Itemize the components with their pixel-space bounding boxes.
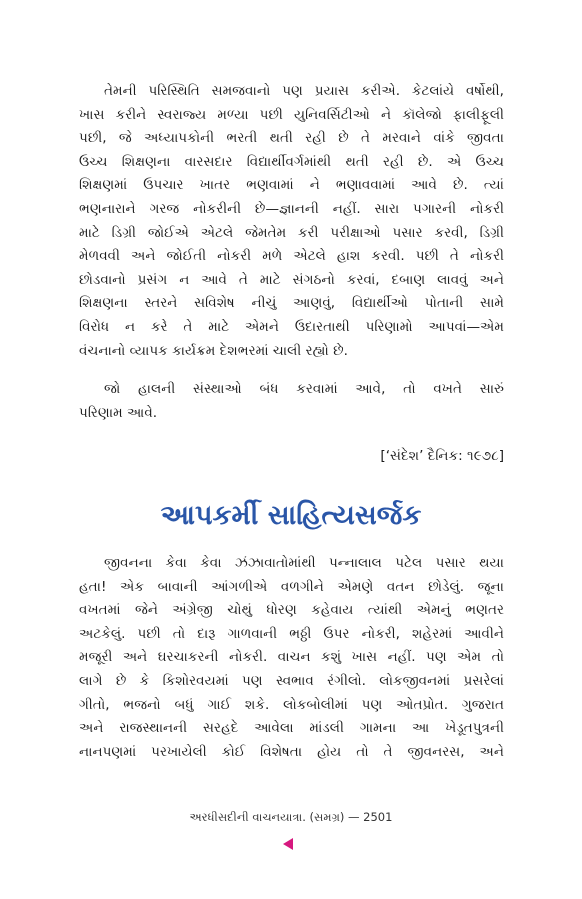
paragraph-3 <box>79 552 504 764</box>
paragraph-line: વંચનાનો વ્યાપક કાર્યક્રમ દેશભરમાં ચાલી રહ્યો છે. <box>79 342 348 359</box>
section-heading: આપકર્મી સાહિત્યસર્જક <box>160 500 422 531</box>
paragraph-line: નાનપણમાં પરખાયેલી કોઈ વિશેષતા હોય તો તે જીવનરસ, અને <box>79 743 504 760</box>
paragraph-line: માટે ડિગ્રી જોઈએ એટલે જેમતેમ કરી પરીક્ષાઓ પસાર કરવી, ડિગ્રી <box>79 224 504 241</box>
paragraph-line: વખતમાં જેને અંગ્રેજી ચોથું ધોરણ કહેવાય ત્યાંથી એમનું ભણતર <box>79 602 504 619</box>
paragraph-line: ઉચ્ચ શિક્ષણના વારસદાર વિદ્યાર્થીવર્ગમાંથી થતી રહી છે. એ ઉચ્ચ <box>79 153 504 170</box>
paragraph-line: લાગે છે કે કિશોરવયમાં પણ સ્વભાવ રંગીલો. લોકજીવનમાં પ્રસરેલાં <box>79 672 504 689</box>
paragraph-line: ભણનારાને ગરજ નોકરીની છે—જ્ઞાનની નહીં. સારા પગારની નોકરી <box>79 200 504 217</box>
paragraph-line: મજૂરી અને ઘરચાકરની નોકરી. વાચન કશું ખાસ નહીં. પણ એમ તો <box>79 649 504 666</box>
paragraph-line: મેળવવી અને જોઈતી નોકરી મળે એટલે હાશ કરવી. પછી તે નોકરી <box>79 248 504 265</box>
paragraph-line: તેમની પરિસ્થિતિ સમજવાનો પણ પ્રયાસ કરીએ. કેટલાંયે વર્ષોથી, <box>104 83 504 99</box>
paragraph-line: ખાસ કરીને સ્વરાજ્ય મળ્યા પછી યુનિવર્સિટીઓ ને કૉલેજો ફાલીફૂલી <box>79 106 504 123</box>
previous-page-arrow-icon[interactable] <box>283 838 293 850</box>
paragraph-line: પરિણામ આવે. <box>79 404 158 421</box>
paragraph-line: ગીતો, ભજનો બધું ગાઈ શકે. લોકબોલીમાં પણ ઓતપ્રોત. ગુજરાત <box>79 696 504 713</box>
paragraph-line: અટકેલું. પછી તો દારૂ ગાળવાની ભઠ્ઠી ઉપર નોકરી, શહેરમાં આવીને <box>79 625 504 642</box>
page-footer: અરધીસદીની વાચનયાત્રા. (સમગ્ર) — 2501 <box>189 810 393 824</box>
paragraph-line: છોડવાનો પ્રસંગ ન આવે તે માટે સંગઠનો કરવાં, દબાણ લાવવું અને <box>79 271 504 288</box>
source-citation: [‘સંદેશ’ દૈનિક: ૧૯૭૮] <box>380 448 504 464</box>
paragraph-line: શિક્ષણમાં ઉપચાર ખાતર ભણવામાં ને ભણાવવામાં આવે છે. ત્યાં <box>79 177 504 194</box>
paragraph-line: જીવનના કેવા કેવા ઝંઝાવાતોમાંથી પન્નાલાલ પટેલ પસાર થયા <box>104 555 504 571</box>
paragraph-line: પછી, જે અધ્યાપકોની ભરતી થતી રહી છે તે મરવાને વાંકે જીવતા <box>79 130 504 147</box>
paragraph-line: અને રાજસ્થાનની સરહદે આવેલા માંડલી ગામના આ ખેડૂતપુત્રની <box>79 720 504 737</box>
paragraph-1 <box>79 80 504 363</box>
paragraph-line: હતા! એક બાવાની આંગળીએ વળગીને એમણે વતન છોડેલું. જૂના <box>79 578 504 595</box>
paragraph-line: જો હાલની સંસ્થાઓ બંધ કરવામાં આવે, તો વખતે સારું <box>104 381 504 397</box>
paragraph-2 <box>79 378 504 425</box>
paragraph-line: વિરોધ ન કરે તે માટે એમને ઉદારતાથી પરિણામો આપવાં—એમ <box>79 318 504 335</box>
paragraph-line: શિક્ષણના સ્તરને સવિશેષ નીચું આણવું, વિદ્યાર્થીઓ પોતાની સામે <box>79 295 504 312</box>
